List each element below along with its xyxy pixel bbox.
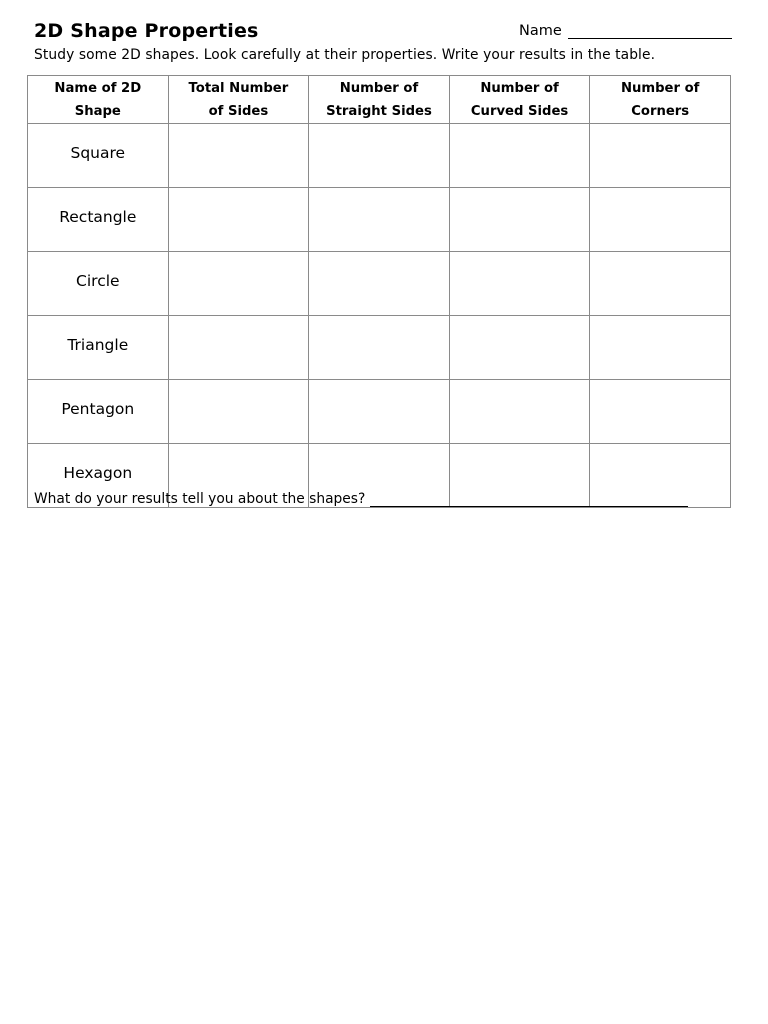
- shape-name-cell: Pentagon: [28, 380, 169, 444]
- header-shape-name: Name of 2D Shape: [28, 76, 169, 124]
- table-row: [28, 316, 731, 380]
- total-sides-cell[interactable]: [168, 124, 309, 188]
- name-field: [519, 23, 732, 39]
- instructions-text: Study some 2D shapes. Look carefully at their properties. Write your results in the table.: [34, 47, 656, 63]
- table-row: [28, 188, 731, 252]
- straight-sides-cell[interactable]: [309, 252, 450, 316]
- total-sides-cell[interactable]: [168, 380, 309, 444]
- straight-sides-cell[interactable]: [309, 124, 450, 188]
- header-curved-sides: Number of Curved Sides: [449, 76, 590, 124]
- name-label: Name: [519, 23, 562, 39]
- straight-sides-cell[interactable]: [309, 316, 450, 380]
- curved-sides-cell[interactable]: [449, 252, 590, 316]
- table-header-row: [28, 76, 731, 124]
- straight-sides-cell[interactable]: [309, 380, 450, 444]
- shape-name-cell: Circle: [28, 252, 169, 316]
- table-row: [28, 380, 731, 444]
- header-total-sides: Total Number of Sides: [168, 76, 309, 124]
- header-corners: Number of Corners: [590, 76, 731, 124]
- curved-sides-cell[interactable]: [449, 316, 590, 380]
- shape-name-cell: Hexagon: [28, 444, 169, 508]
- header-straight-sides: Number of Straight Sides: [309, 76, 450, 124]
- curved-sides-cell[interactable]: [449, 188, 590, 252]
- page-title: 2D Shape Properties: [34, 20, 259, 42]
- straight-sides-cell[interactable]: [309, 188, 450, 252]
- corners-cell[interactable]: [590, 252, 731, 316]
- curved-sides-cell[interactable]: [449, 380, 590, 444]
- shape-name-cell: Triangle: [28, 316, 169, 380]
- corners-cell[interactable]: [590, 316, 731, 380]
- shape-name-cell: Rectangle: [28, 188, 169, 252]
- corners-cell[interactable]: [590, 380, 731, 444]
- question-text: What do your results tell you about the shapes?: [34, 491, 366, 507]
- shape-name-cell: Square: [28, 124, 169, 188]
- shape-properties-table: [27, 75, 731, 508]
- name-blank-line[interactable]: [568, 25, 732, 39]
- total-sides-cell[interactable]: [168, 188, 309, 252]
- answer-blank-line[interactable]: [370, 492, 688, 507]
- curved-sides-cell[interactable]: [449, 124, 590, 188]
- corners-cell[interactable]: [590, 124, 731, 188]
- table-row: [28, 252, 731, 316]
- total-sides-cell[interactable]: [168, 252, 309, 316]
- reflection-question: [34, 491, 688, 507]
- corners-cell[interactable]: [590, 188, 731, 252]
- total-sides-cell[interactable]: [168, 316, 309, 380]
- table-row: [28, 124, 731, 188]
